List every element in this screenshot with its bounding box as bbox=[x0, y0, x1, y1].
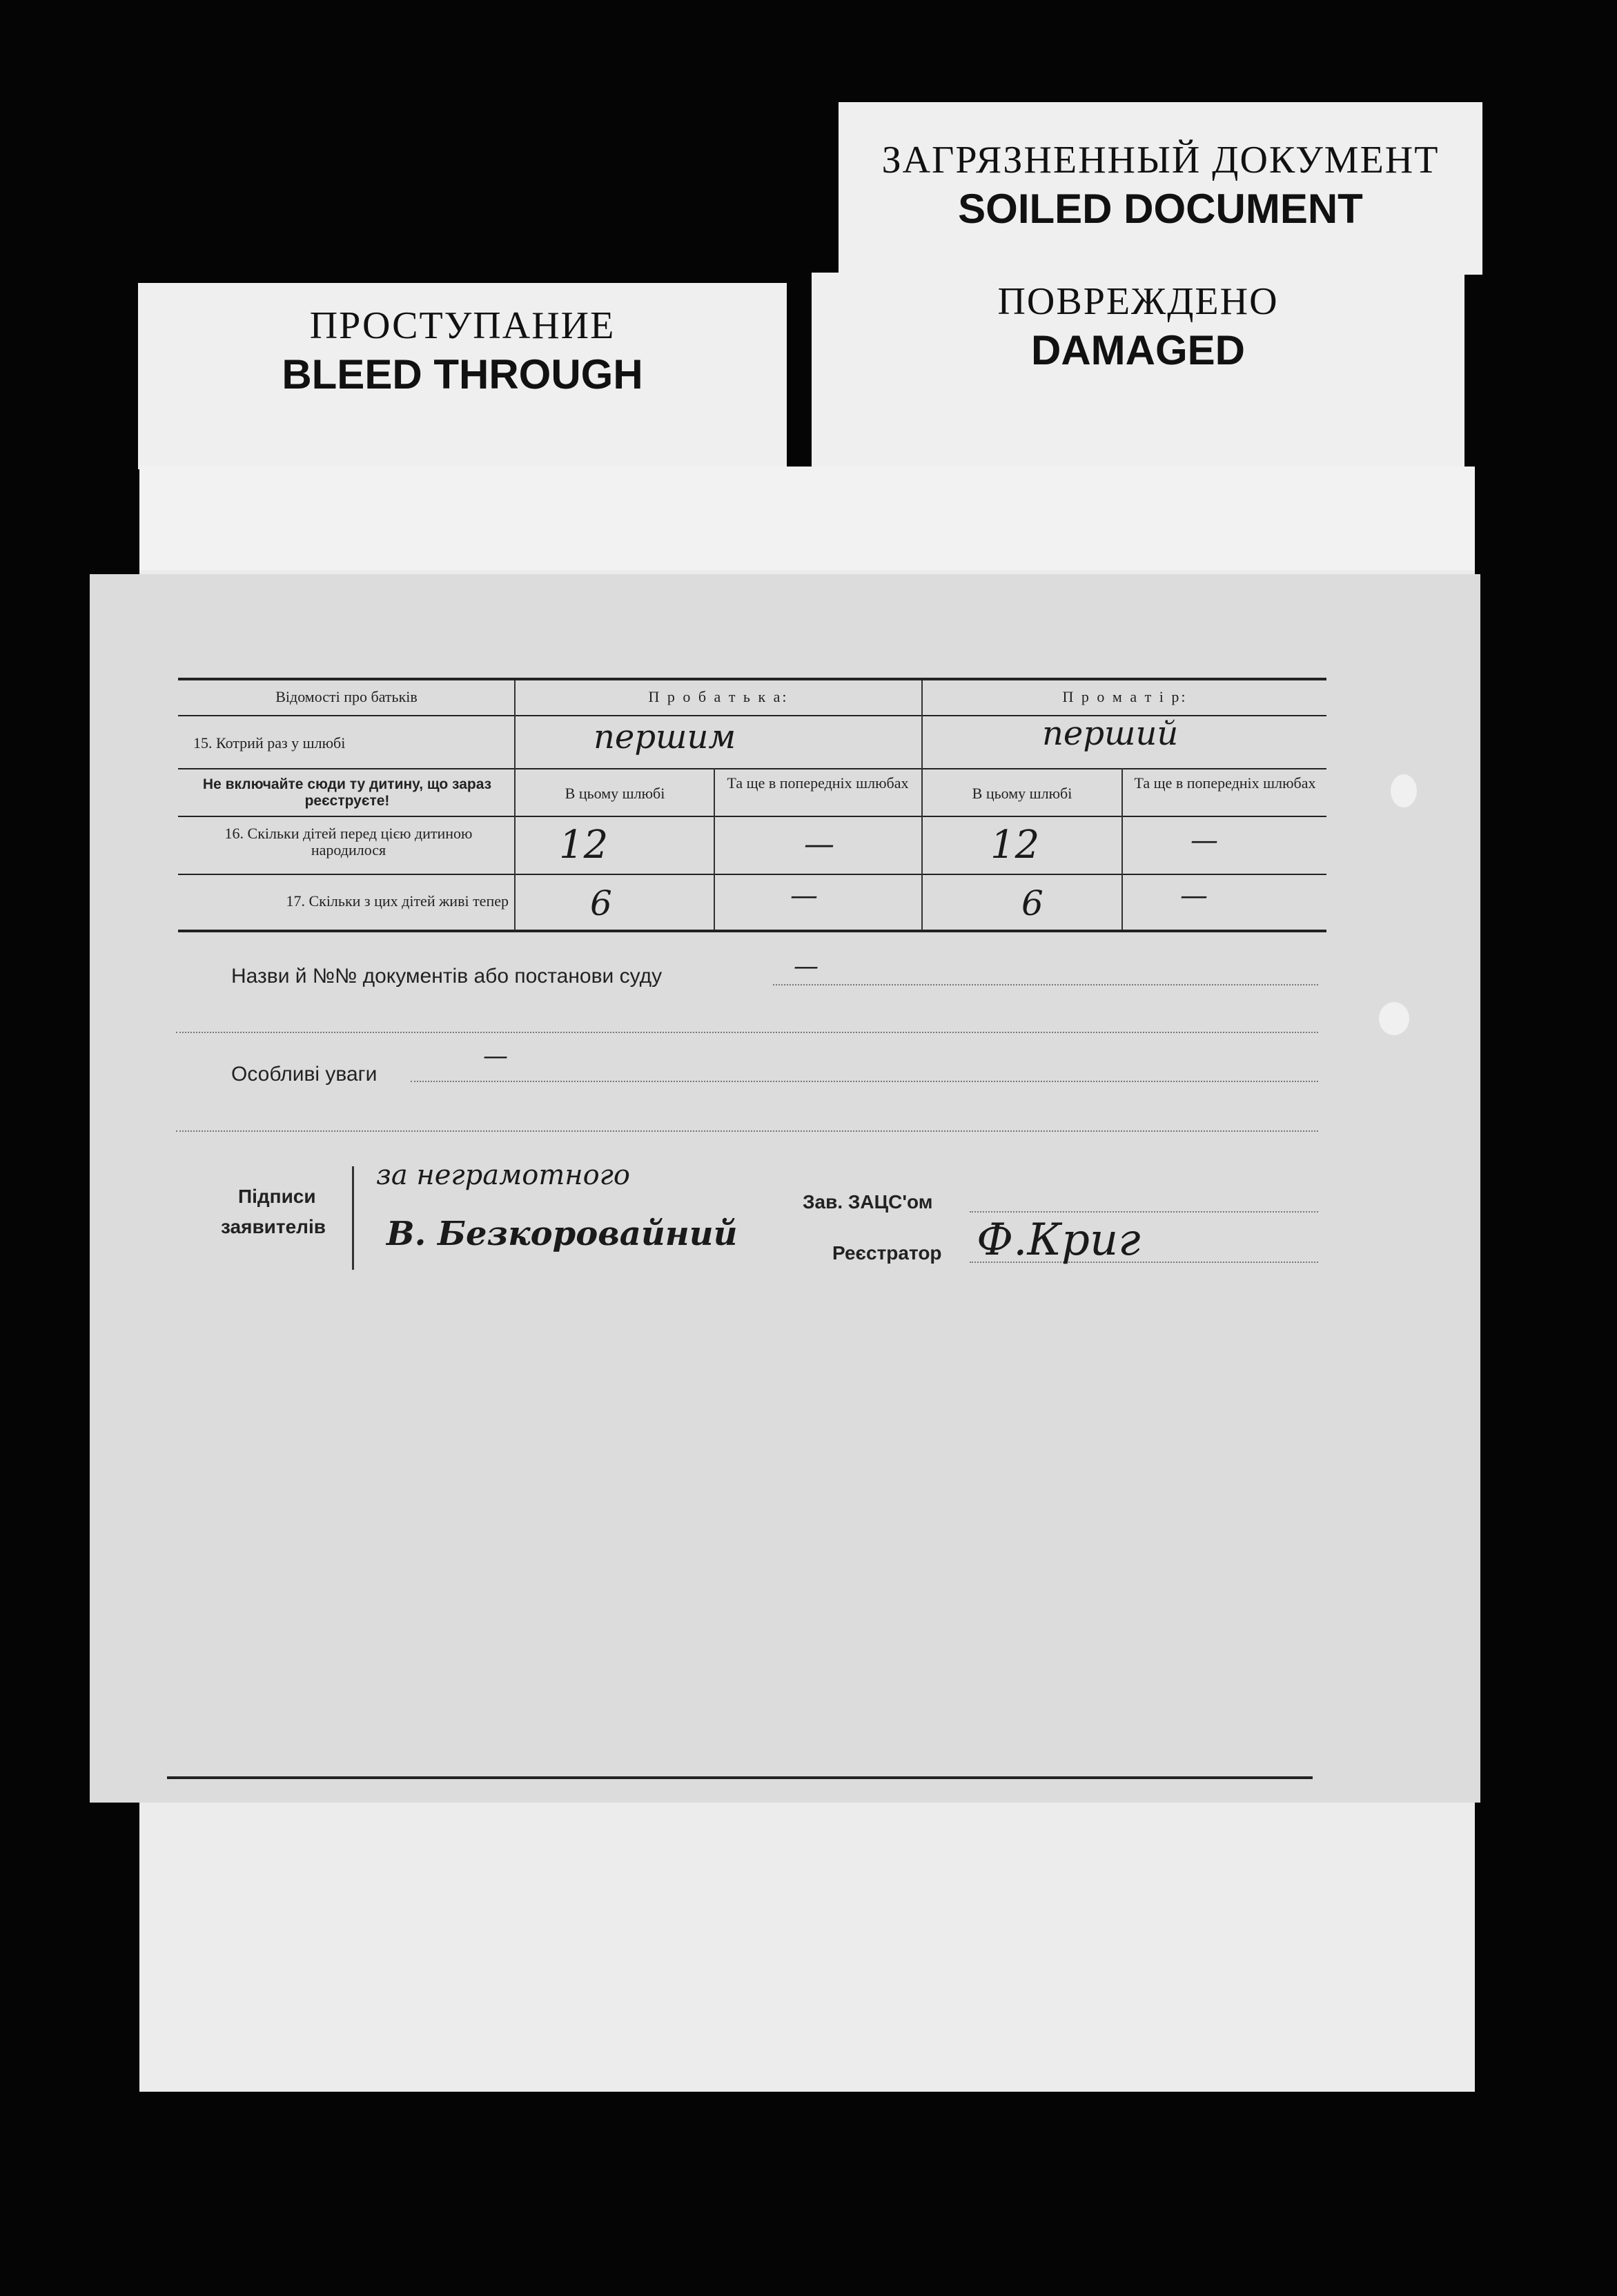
damaged-card bbox=[812, 273, 1464, 469]
table-rule bbox=[178, 768, 1326, 769]
punch-hole bbox=[1391, 774, 1417, 807]
subhead-mother-prev: Та ще в попередніх шлюбах bbox=[1134, 774, 1316, 792]
documents-line bbox=[773, 984, 1318, 985]
punch-hole bbox=[1379, 1002, 1409, 1035]
head-zags-line bbox=[970, 1211, 1318, 1213]
soiled-label-ru: ЗАГРЯЗНЕННЫЙ ДОКУМЕНТ bbox=[881, 139, 1440, 181]
subhead-father-prev: Та ще в попередніх шлюбах bbox=[727, 774, 909, 792]
applicants-label-2: заявителів bbox=[221, 1216, 326, 1237]
remarks-line bbox=[411, 1081, 1318, 1082]
table-col-divider bbox=[921, 680, 923, 930]
table-bottom-rule bbox=[178, 930, 1326, 932]
applicant-signature: В. Безкоровайний bbox=[386, 1215, 738, 1253]
white-strip bbox=[139, 467, 1475, 570]
row17-mother-this: 6 bbox=[1021, 883, 1043, 923]
bleed-label-ru: ПРОСТУПАНИЕ bbox=[309, 304, 616, 347]
subhead-mother-this: В цьому шлюбі bbox=[972, 785, 1072, 802]
head-zags-label: Зав. ЗАЦС'ом bbox=[803, 1191, 933, 1213]
row15-label: 15. Котрий раз у шлюбі bbox=[193, 734, 346, 752]
form-bottom-rule bbox=[167, 1776, 1313, 1779]
applicants-bracket bbox=[352, 1166, 361, 1270]
row16-label: 16. Скільки дітей перед цією дитиною народилося bbox=[224, 825, 473, 858]
row17-father-this: 6 bbox=[590, 883, 612, 923]
soiled-document-card bbox=[839, 102, 1482, 275]
row17-mother-prev: — bbox=[1180, 880, 1208, 912]
table-col-divider bbox=[514, 680, 516, 930]
applicant-note: за неграмотного bbox=[376, 1159, 630, 1191]
row16-father-prev: — bbox=[804, 827, 834, 862]
documents-value: — bbox=[794, 952, 819, 981]
table-rule bbox=[178, 874, 1326, 875]
registrar-label: Реєстратор bbox=[832, 1242, 942, 1264]
bleed-label-en: BLEED THROUGH bbox=[282, 351, 643, 398]
row15-mother-value: перший bbox=[1042, 714, 1179, 753]
remarks-label: Особливі уваги bbox=[231, 1063, 378, 1086]
damaged-label-en: DAMAGED bbox=[1031, 327, 1245, 373]
table-header-mother: П р о м а т і р: bbox=[1062, 688, 1188, 705]
bleed-through-card bbox=[138, 283, 787, 469]
row16-mother-prev: — bbox=[1190, 825, 1218, 856]
soiled-label-en: SOILED DOCUMENT bbox=[958, 186, 1363, 232]
remarks-value: — bbox=[483, 1042, 508, 1070]
table-top-rule bbox=[178, 678, 1326, 680]
table-note: Не включайте сюди ту дитину, що зараз реєструєте! bbox=[202, 776, 492, 809]
table-col-divider bbox=[714, 768, 715, 930]
row17-label: 17. Скільки з цих дітей живі тепер bbox=[286, 892, 509, 910]
documents-line-2 bbox=[176, 1032, 1318, 1033]
row15-father-value: першим bbox=[594, 718, 736, 756]
row16-father-this: 12 bbox=[559, 823, 609, 867]
row16-mother-this: 12 bbox=[990, 823, 1040, 867]
applicants-label-1: Підписи bbox=[238, 1186, 316, 1207]
damaged-label-ru: ПОВРЕЖДЕНО bbox=[997, 280, 1279, 323]
table-header-parents: Відомості про батьків bbox=[275, 688, 418, 705]
table-col-divider bbox=[1121, 768, 1123, 930]
row17-father-prev: — bbox=[790, 880, 818, 912]
table-header-father: П р о б а т ь к а: bbox=[648, 688, 789, 705]
table-rule bbox=[178, 816, 1326, 817]
documents-label: Назви й №№ документів або постанови суду bbox=[231, 965, 663, 988]
registrar-signature: Ф.Криг bbox=[977, 1215, 1141, 1266]
subhead-father-this: В цьому шлюбі bbox=[565, 785, 665, 802]
remarks-line-2 bbox=[176, 1130, 1318, 1132]
